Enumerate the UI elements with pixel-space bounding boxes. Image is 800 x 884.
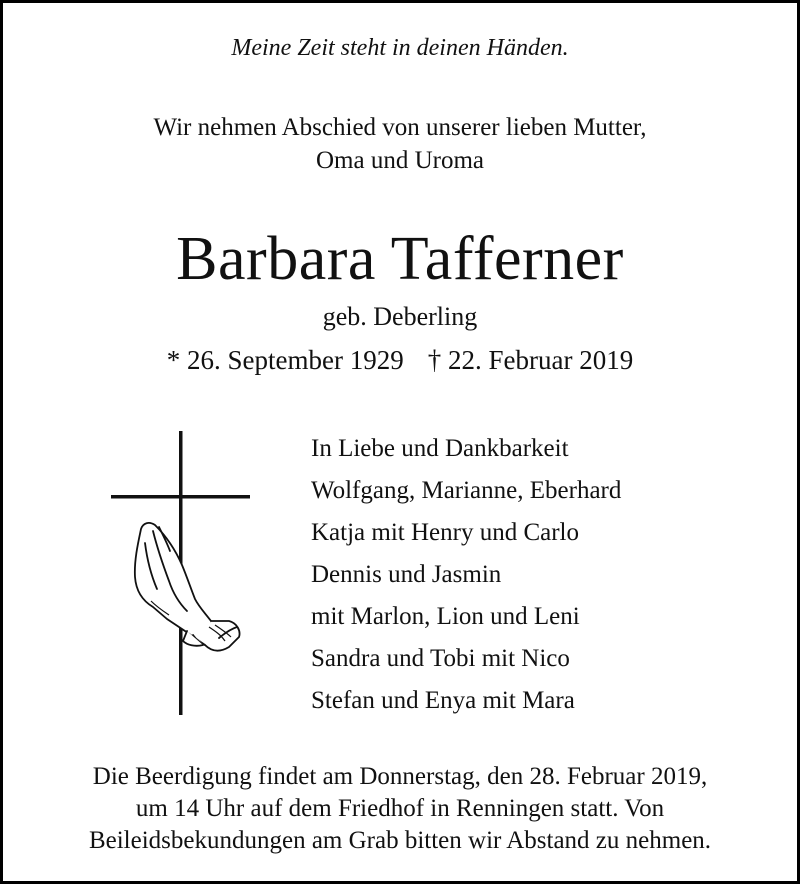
birth-date: * 26. September 1929 xyxy=(166,345,404,375)
intro-text xyxy=(3,111,797,177)
funeral-information xyxy=(3,761,797,857)
motto: Meine Zeit steht in deinen Händen. xyxy=(231,35,569,61)
deceased-name: Barbara Tafferner xyxy=(176,225,624,293)
list-item: mit Marlon, Lion und Leni xyxy=(311,603,580,630)
cross-with-praying-hands-icon xyxy=(107,431,253,715)
list-item: In Liebe und Dankbarkeit xyxy=(311,435,569,462)
funeral-line: Die Beerdigung findet am Donnerstag, den 28. Februar 2019, xyxy=(92,763,708,790)
list-item: Wolfgang, Marianne, Eberhard xyxy=(311,477,622,504)
funeral-line: um 14 Uhr auf dem Friedhof in Renningen statt. Von xyxy=(135,795,665,822)
list-item: Katja mit Henry und Carlo xyxy=(311,519,579,546)
list-item: Stefan und Enya mit Mara xyxy=(311,687,575,714)
maiden-name: geb. Deberling xyxy=(322,302,478,331)
funeral-line: Beileidsbekundungen am Grab bitten wir Abstand zu nehmen. xyxy=(88,827,712,854)
list-item: Sandra und Tobi mit Nico xyxy=(311,645,570,672)
mourners-list xyxy=(311,428,621,722)
list-item: Dennis und Jasmin xyxy=(311,561,502,588)
life-dates xyxy=(3,343,797,377)
intro-line: Oma und Uroma xyxy=(315,147,485,174)
intro-line: Wir nehmen Abschied von unserer lieben Mutter, xyxy=(153,114,647,141)
death-date: † 22. Februar 2019 xyxy=(427,345,634,375)
